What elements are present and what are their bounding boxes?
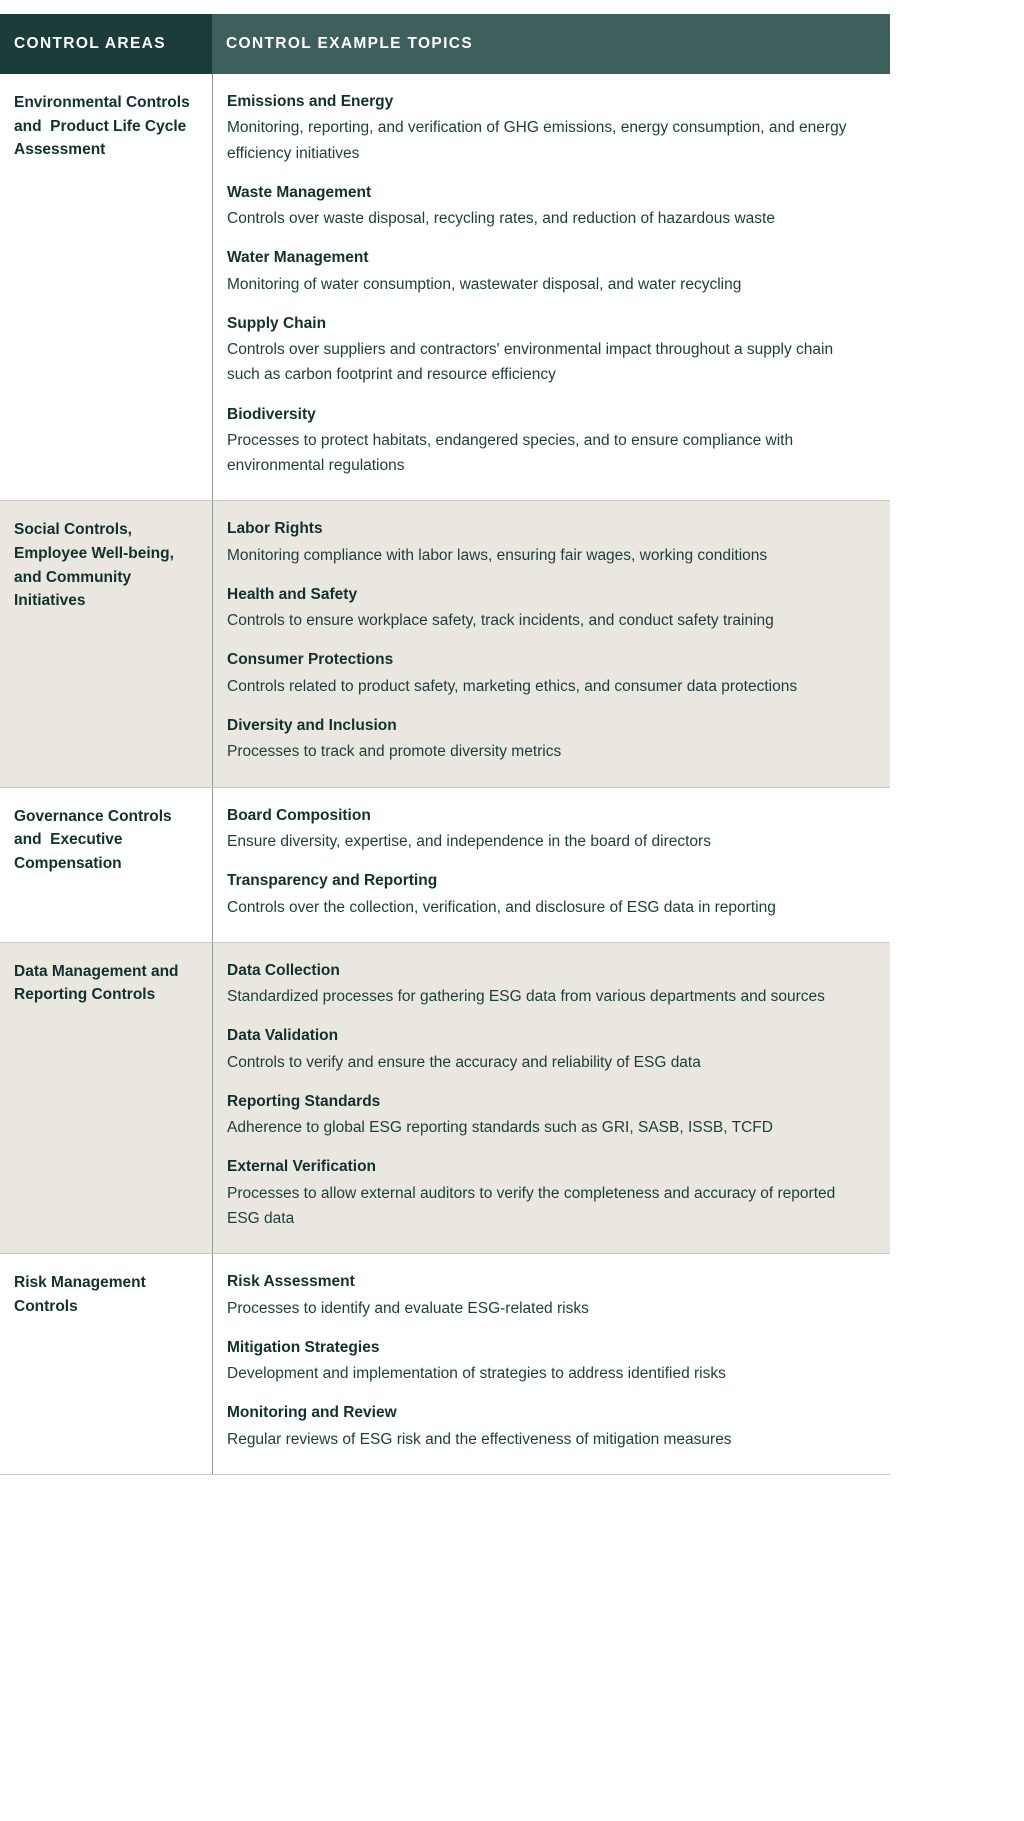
topic-title: Mitigation Strategies [227,1338,380,1356]
topic-item [227,1337,868,1387]
control-area-cell [0,501,212,786]
topic-title: Data Validation [227,1027,339,1045]
topic-description: Processes to allow external auditors to verify the completeness and accuracy of reported ESG data [227,1184,836,1227]
topic-title: Consumer Protections [227,651,394,669]
topic-title: Data Collection [227,961,340,979]
topic-title: Reporting Standards [227,1092,381,1110]
topic-description: Controls over suppliers and contractors' environmental impact throughout a supply chain such as carbon footprint and resource efficiency [227,341,834,384]
control-area-title: Environmental Controls and Product Life Cycle Assessment [14,94,194,159]
topic-description: Development and implementation of strategies to address identified risks [227,1365,726,1383]
topic-description: Controls to ensure workplace safety, track incidents, and conduct safety training [227,612,774,630]
topic-item [227,182,868,232]
topic-title: Labor Rights [227,520,323,538]
topic-item [227,91,868,166]
control-topics-cell [212,943,890,1253]
control-topics-cell [212,788,890,942]
control-areas-table [0,14,890,1475]
topic-description: Processes to track and promote diversity metrics [227,743,562,761]
table-row [0,943,890,1254]
topic-description: Processes to protect habitats, endangered species, and to ensure compliance with environmental regulations [227,432,794,475]
control-area-cell [0,74,212,500]
topic-title: Emissions and Energy [227,93,394,110]
topic-description: Controls over the collection, verification, and disclosure of ESG data in reporting [227,898,776,916]
topic-item [227,247,868,297]
table-row [0,1254,890,1475]
table-row [0,501,890,787]
topic-item [227,715,868,765]
control-area-title: Governance Controls and Executive Compensation [14,807,176,872]
topic-description: Monitoring compliance with labor laws, ensuring fair wages, working conditions [227,546,768,564]
control-area-title: Social Controls, Employee Well-being, and Community Initiatives [14,521,179,610]
table-body [0,74,890,1475]
topic-title: Risk Assessment [227,1273,355,1291]
topic-item [227,1271,868,1321]
topic-title: Monitoring and Review [227,1404,397,1422]
control-topics-cell [212,1254,890,1474]
control-area-cell [0,1254,212,1474]
topic-description: Processes to identify and evaluate ESG-related risks [227,1299,589,1317]
topic-description: Adherence to global ESG reporting standards such as GRI, SASB, ISSB, TCFD [227,1119,773,1137]
topic-description: Monitoring of water consumption, wastewater disposal, and water recycling [227,275,742,293]
control-topics-cell [212,74,890,500]
topic-item [227,1025,868,1075]
table-header-row [0,14,890,74]
topic-title: Biodiversity [227,405,316,423]
topic-title: Transparency and Reporting [227,872,438,890]
column-header-control-example-topics: CONTROL EXAMPLE TOPICS [212,14,890,74]
topic-item [227,313,868,388]
column-header-control-areas: CONTROL AREAS [0,14,212,74]
topic-description: Monitoring, reporting, and verification of GHG emissions, energy consumption, and energy efficiency initiatives [227,119,847,162]
table-row [0,788,890,943]
topic-title: Supply Chain [227,314,327,332]
topic-description: Regular reviews of ESG risk and the effectiveness of mitigation measures [227,1430,732,1448]
topic-description: Ensure diversity, expertise, and independence in the board of directors [227,833,711,850]
topic-description: Standardized processes for gathering ESG data from various departments and sources [227,988,825,1006]
topic-item [227,404,868,479]
topic-title: Health and Safety [227,585,358,603]
topic-item [227,649,868,699]
topic-title: Board Composition [227,806,371,824]
topic-item [227,1156,868,1231]
topic-item [227,805,868,855]
control-area-cell [0,788,212,942]
topic-item [227,584,868,634]
topic-title: Waste Management [227,183,372,201]
topic-description: Controls over waste disposal, recycling rates, and reduction of hazardous waste [227,210,775,228]
topic-item [227,960,868,1010]
topic-description: Controls to verify and ensure the accuracy and reliability of ESG data [227,1053,701,1071]
topic-item [227,1091,868,1141]
topic-item [227,518,868,568]
topic-item [227,1402,868,1452]
control-area-title: Risk Management Controls [14,1274,151,1315]
control-area-title: Data Management and Reporting Controls [14,962,183,1004]
control-area-cell [0,943,212,1253]
topic-title: Water Management [227,249,369,267]
topic-description: Controls related to product safety, marketing ethics, and consumer data protections [227,677,798,695]
topic-title: External Verification [227,1158,377,1176]
topic-item [227,870,868,920]
topic-title: Diversity and Inclusion [227,716,397,734]
table-row [0,74,890,501]
control-topics-cell [212,501,890,786]
